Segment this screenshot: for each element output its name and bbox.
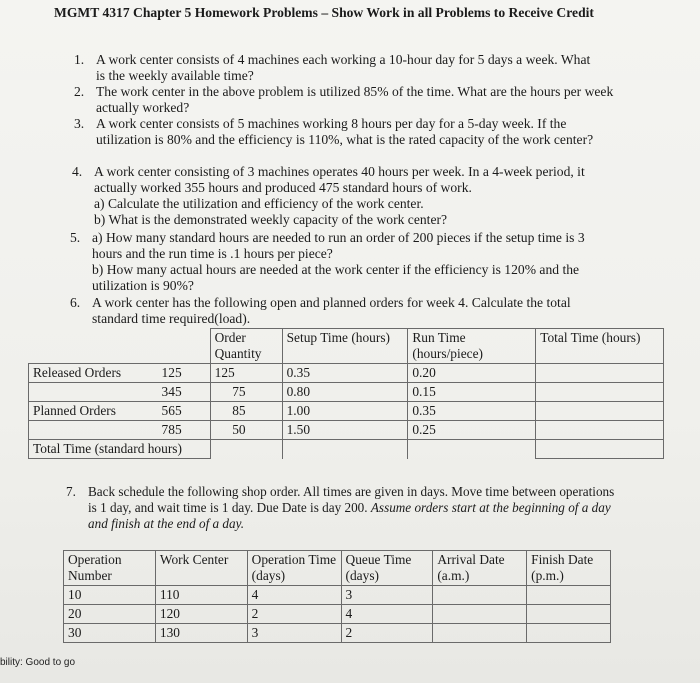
- table-row: [29, 364, 664, 383]
- run-time: 0.20: [408, 364, 536, 383]
- operation-number: 10: [64, 586, 156, 605]
- work-center: 130: [155, 624, 247, 643]
- total-time: [536, 402, 664, 421]
- header-order-quantity: Order Quantity: [210, 329, 282, 364]
- table-row: [29, 383, 664, 402]
- arrival-date: [433, 624, 527, 643]
- run-time: 0.35: [408, 402, 536, 421]
- question-number: 6.: [70, 295, 81, 310]
- header-total-time: Total Time (hours): [536, 329, 664, 364]
- operation-time: 2: [247, 605, 341, 624]
- question-3: [74, 116, 601, 148]
- setup-time: 1.50: [282, 421, 408, 440]
- finish-date: [527, 605, 611, 624]
- question-6: [70, 295, 612, 327]
- header-operation-number: Operation Number: [64, 551, 156, 586]
- table-header-row: [64, 551, 611, 586]
- grand-total: [536, 440, 664, 459]
- question-text: A work center consisting of 3 machines operates 40 hours per week. In a 4-week period, it actually worked 355 hours and produced 475 standard hours of work.: [94, 164, 585, 195]
- question-5: [70, 230, 612, 294]
- run-time: 0.15: [408, 383, 536, 402]
- question-part-b: b) How many actual hours are needed at the work center if the efficiency is 120% and the utilization is 90%?: [92, 262, 580, 293]
- queue-time: 2: [341, 624, 433, 643]
- operation-time: 4: [247, 586, 341, 605]
- question-part-b: b) What is the demonstrated weekly capacity of the work center?: [94, 212, 448, 227]
- question-text: A work center consists of 5 machines working 8 hours per day for a 5-day week. If the utilization is 80% and the efficiency is 110%, what is the rated capacity of the work center?: [96, 116, 594, 147]
- order-number: 785: [161, 422, 182, 437]
- header-finish-date: Finish Date (p.m.): [527, 551, 611, 586]
- question-number: 1.: [74, 52, 85, 67]
- question-number: 5.: [70, 230, 81, 245]
- question-part-a: a) Calculate the utilization and efficiency of the work center.: [94, 196, 424, 211]
- order-quantity: 125: [210, 364, 282, 383]
- question-7: [66, 484, 618, 532]
- header-arrival-date: Arrival Date (a.m.): [433, 551, 527, 586]
- page-title: MGMT 4317 Chapter 5 Homework Problems – Show Work in all Problems to Receive Credit: [54, 5, 594, 20]
- header-queue-time: Queue Time (days): [341, 551, 433, 586]
- queue-time: 4: [341, 605, 433, 624]
- table-row: [64, 586, 611, 605]
- table-row: [29, 402, 664, 421]
- question-number: 2.: [74, 84, 85, 99]
- schedule-table: [63, 550, 611, 643]
- load-table: [28, 328, 664, 459]
- order-quantity: 75: [210, 383, 282, 402]
- operation-number: 30: [64, 624, 156, 643]
- total-label: Total Time (standard hours): [29, 440, 211, 459]
- total-time: [536, 364, 664, 383]
- operation-time: 3: [247, 624, 341, 643]
- question-1: [74, 52, 596, 84]
- order-number: 345: [161, 384, 182, 399]
- accessibility-status: bility: Good to go: [0, 657, 76, 668]
- question-text: A work center has the following open and planned orders for week 4. Calculate the total standard time required(load).: [92, 295, 571, 326]
- total-time: [536, 383, 664, 402]
- question-number: 3.: [74, 116, 85, 131]
- work-center: 120: [155, 605, 247, 624]
- table-row: [64, 624, 611, 643]
- setup-time: 1.00: [282, 402, 408, 421]
- table-total-row: [29, 440, 664, 459]
- question-4: [72, 164, 610, 228]
- order-number: 125: [161, 365, 182, 380]
- finish-date: [527, 624, 611, 643]
- question-italic-note: Assume orders start at the beginning of a day and finish at the end of a day.: [88, 500, 611, 531]
- header-setup-time: Setup Time (hours): [282, 329, 408, 364]
- question-text: The work center in the above problem is utilized 85% of the time. What are the hours per week actually worked?: [96, 84, 614, 115]
- finish-date: [527, 586, 611, 605]
- question-2: [74, 84, 616, 116]
- run-time: 0.25: [408, 421, 536, 440]
- order-quantity: 85: [210, 402, 282, 421]
- order-quantity: 50: [210, 421, 282, 440]
- order-number: 565: [161, 403, 182, 418]
- work-center: 110: [155, 586, 247, 605]
- setup-time: 0.80: [282, 383, 408, 402]
- header-work-center: Work Center: [155, 551, 247, 586]
- arrival-date: [433, 586, 527, 605]
- total-time: [536, 421, 664, 440]
- header-operation-time: Operation Time (days): [247, 551, 341, 586]
- question-number: 7.: [66, 484, 76, 499]
- question-number: 4.: [72, 164, 83, 179]
- question-text: A work center consists of 4 machines each working a 10-hour day for 5 days a week. What is the weekly available time?: [96, 52, 591, 83]
- table-row: [29, 421, 664, 440]
- question-text: Back schedule the following shop order. All times are given in days. Move time between operations is 1 day, and wait time is 1 day. Due Date is day 200.: [88, 484, 615, 515]
- operation-number: 20: [64, 605, 156, 624]
- released-orders-label: Released Orders: [33, 365, 122, 380]
- planned-orders-label: Planned Orders: [33, 403, 116, 418]
- setup-time: 0.35: [282, 364, 408, 383]
- table-header-row: [29, 329, 664, 364]
- table-row: [64, 605, 611, 624]
- queue-time: 3: [341, 586, 433, 605]
- arrival-date: [433, 605, 527, 624]
- question-part-a: a) How many standard hours are needed to run an order of 200 pieces if the setup time is 3 hours and the run time is .1 hours per piece?: [92, 230, 585, 261]
- header-run-time: Run Time (hours/piece): [408, 329, 536, 364]
